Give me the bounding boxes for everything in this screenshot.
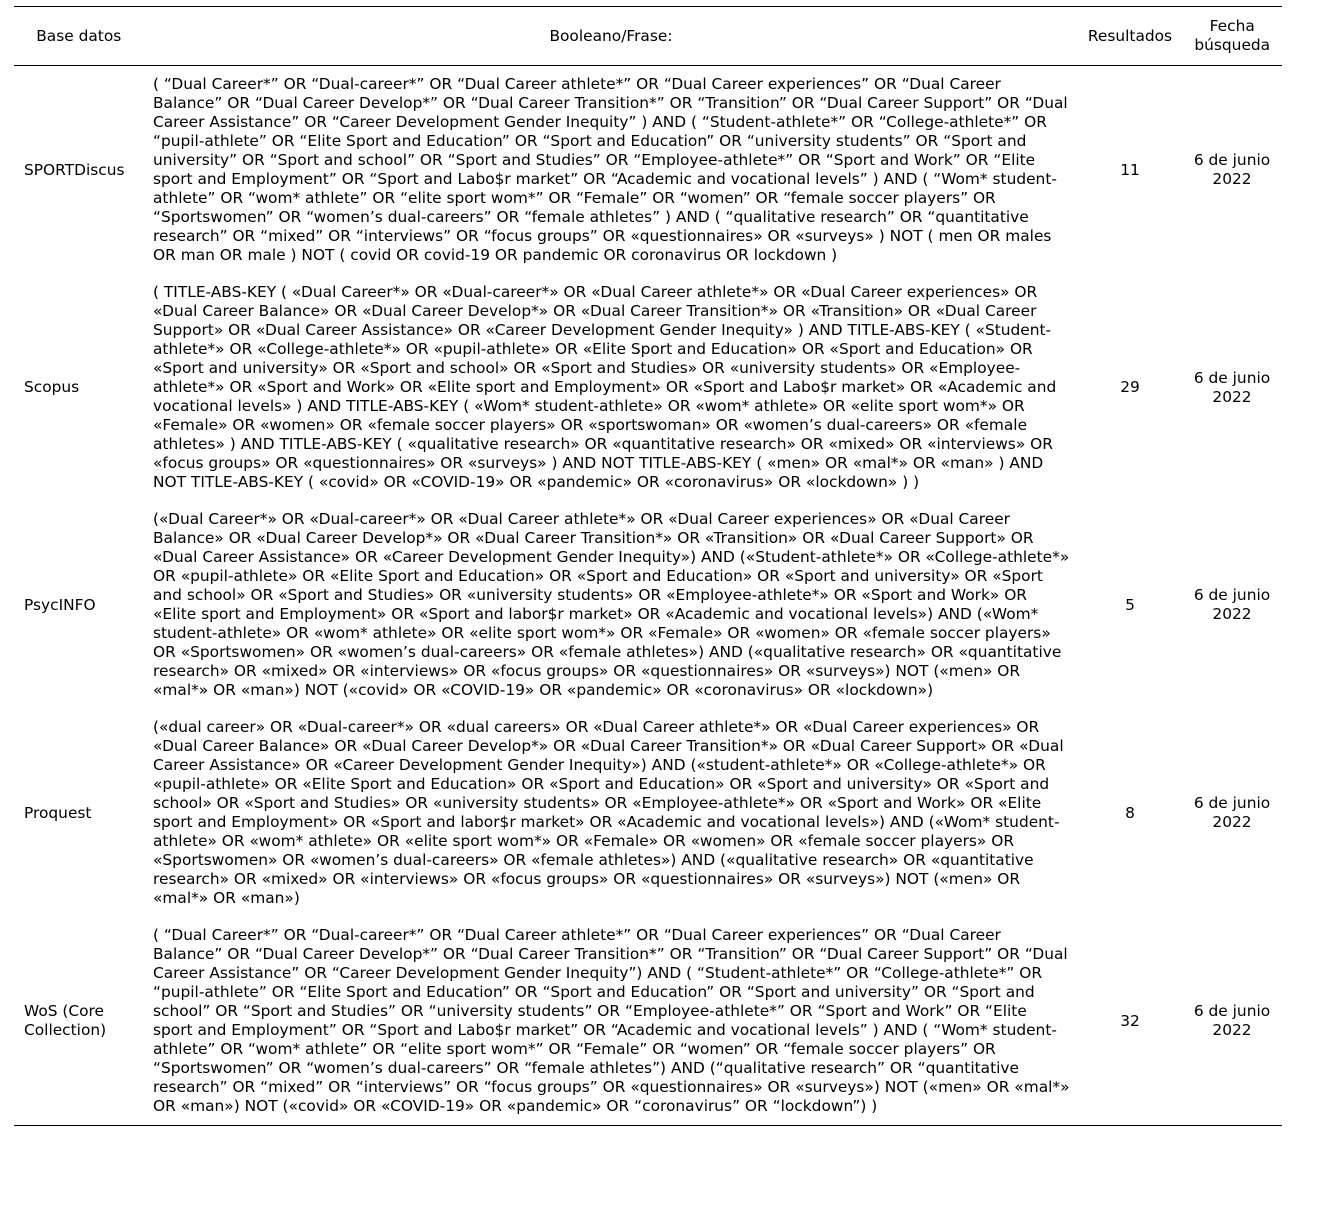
table-body <box>14 66 1282 1126</box>
database-cell: Scopus <box>24 378 80 396</box>
database-cell: WoS (Core Collection) <box>14 917 144 1126</box>
table-row <box>14 66 1282 275</box>
query-cell: ( TITLE-ABS-KEY ( «Dual Career*» OR «Dual-career*» OR «Dual Career athlete*» OR «Dual Career experiences» OR «Dual Career Balance» OR «Dual Career Develop*» OR «Dual Career Transition*» OR «Transition» OR «Dual Career Support» OR «Dual Career Assistance» OR «Career Development Gender Inequity» ) AND TITLE-ABS-KEY ( «Student-athlete*» OR «College-athlete*» OR «pupil-athlete» OR «Elite Sport and Education» OR «Sport and Education» OR «Sport and university» OR «Sport and school» OR «Sport and Studies» OR «university students» OR «Employee-athlete*» OR «Sport and Work» OR «Elite sport and Employment» OR «Sport and Labo$r market» OR «Academic and vocational levels» ) AND TITLE-ABS-KEY ( «Wom* student-athlete» OR «wom* athlete» OR «elite sport wom*» OR «Female» OR «women» OR «female soccer players» OR «sportswoman» OR «women’s dual-careers» OR «female athletes» ) AND TITLE-ABS-KEY ( «qualitative research» OR «quantitative research» OR «mixed» OR «interviews» OR «focus groups» OR «questionnaires» OR «surveys» ) AND NOT TITLE-ABS-KEY ( «men» OR «mal*» OR «man» ) AND NOT TITLE-ABS-KEY ( «covid» OR «COVID-19» OR «pandemic» OR «coronavirus» OR «lockdown» ) ) <box>153 283 1057 491</box>
table-row <box>14 709 1282 917</box>
date-cell: 6 de junio 2022 <box>1193 151 1271 188</box>
database-cell: Proquest <box>24 803 92 822</box>
results-cell: 11 <box>1120 160 1140 179</box>
table-row <box>14 501 1282 709</box>
date-cell: 6 de junio 2022 <box>1193 586 1271 623</box>
query-cell: ( “Dual Career*” OR “Dual-career*” OR “Dual Career athlete*” OR “Dual Career experiences” OR “Dual Career Balance” OR “Dual Career Develop*” OR “Dual Career Transition*” OR “Transition” OR “Dual Career Support” OR “Dual Career Assistance” OR “Career Development Gender Inequity”) AND ( “Student-athlete*” OR “College-athlete*” OR “pupil-athlete” OR “Elite Sport and Education” OR “Sport and Education” OR “Sport and university” OR “Sport and school” OR “Sport and Studies” OR “university students” OR “Employee-athlete*” OR “Sport and Work” OR “Elite sport and Employment” OR “Sport and Labo$r market” OR “Academic and vocational levels” ) AND ( “Wom* student-athlete” OR “wom* athlete” OR “elite sport wom*” OR “Female” OR “women” OR “female soccer players” OR “Sportswomen” OR “women’s dual-careers” OR “female athletes”) AND (“qualitative research” OR “quantitative research” OR “mixed” OR “interviews” OR “focus groups” OR «questionnaires» OR «surveys») NOT («men» OR «mal*» OR «man») NOT («covid» OR «COVID-19» OR «pandemic» OR “coronavirus” OR “lockdown”) ) <box>144 917 1078 1126</box>
results-cell: 32 <box>1078 917 1182 1126</box>
header-results: Resultados <box>1078 7 1182 66</box>
header-date: Fecha búsqueda <box>1182 7 1282 66</box>
header-query: Booleano/Frase: <box>144 7 1078 66</box>
table-header <box>14 7 1282 66</box>
query-cell: ( “Dual Career*” OR “Dual-career*” OR “Dual Career athlete*” OR “Dual Career experiences” OR “Dual Career Balance” OR “Dual Career Develop*” OR “Dual Career Transition*” OR “Transition” OR “Dual Career Support” OR “Dual Career Assistance” OR “Career Development Gender Inequity” ) AND ( “Student-athlete*” OR “College-athlete*” OR “pupil-athlete” OR “Elite Sport and Education” OR “Sport and Education” OR “university students” OR “Sport and university” OR “Sport and school” OR “Sport and Studies” OR “Employee-athlete*” OR “Sport and Work” OR “Elite sport and Employment” OR “Sport and Labo$r market” OR “Academic and vocational levels” ) AND ( “Wom* student-athlete” OR “wom* athlete” OR “elite sport wom*” OR “Female” OR “women” OR “female soccer players” OR “Sportswomen” OR “women’s dual-careers” OR “female athletes” ) AND ( “qualitative research” OR “quantitative research” OR “mixed” OR “interviews” OR “focus groups” OR «questionnaires» OR «surveys» ) NOT ( men OR males OR man OR male ) NOT ( covid OR covid-19 OR pandemic OR coronavirus OR lockdown ) <box>153 75 1068 264</box>
results-cell: 29 <box>1120 378 1140 396</box>
header-row <box>14 7 1282 66</box>
date-cell: 6 de junio 2022 <box>1193 368 1271 406</box>
table-row <box>14 274 1282 501</box>
results-cell: 8 <box>1125 803 1135 822</box>
header-database: Base datos <box>14 7 144 66</box>
search-strategy-table <box>14 6 1282 1126</box>
results-cell: 5 <box>1125 595 1135 614</box>
date-cell: 6 de junio 2022 <box>1193 794 1271 831</box>
query-cell: («dual career» OR «Dual-career*» OR «dual careers» OR «Dual Career athlete*» OR «Dual Career experiences» OR «Dual Career Balance» OR «Dual Career Develop*» OR «Dual Career Transition*» OR «Dual Career Support» OR «Dual Career Assistance» OR «Career Development Gender Inequity») AND («student-athlete*» OR «College-athlete*» OR «pupil-athlete» OR «Elite Sport and Education» OR «Sport and Education» OR «Sport and university» OR «Sport and school» OR «Sport and Studies» OR «university students» OR «Employee-athlete*» OR «Sport and Work» OR «Elite sport and Employment» OR «Sport and labor$r market» OR «Academic and vocational levels») AND («Wom* student-athlete» OR «wom* athlete» OR «elite sport wom*» OR «Female» OR «women» OR «female soccer players» OR «Sportswomen» OR «women’s dual-careers» OR «female athletes») AND («qualitative research» OR «quantitative research» OR «mixed» OR «interviews» OR «focus groups» OR «questionnaires» OR «surveys») NOT («men» OR «mal*» OR «man») <box>153 718 1064 907</box>
database-cell: PsycINFO <box>24 595 96 614</box>
table-row <box>14 917 1282 1126</box>
date-cell: 6 de junio 2022 <box>1182 917 1282 1126</box>
query-cell: («Dual Career*» OR «Dual-career*» OR «Dual Career athlete*» OR «Dual Career experiences» OR «Dual Career Balance» OR «Dual Career Develop*» OR «Dual Career Transition*» OR «Transition» OR «Dual Career Support» OR «Dual Career Assistance» OR «Career Development Gender Inequity») AND («Student-athlete*» OR «College-athlete*» OR «pupil-athlete» OR «Elite Sport and Education» OR «Sport and Education» OR «Sport and university» OR «Sport and school» OR «Sport and Studies» OR «university students» OR «Employee-athlete*» OR «Sport and Work» OR «Elite sport and Employment» OR «Sport and labor$r market» OR «Academic and vocational levels») AND («Wom* student-athlete» OR «wom* athlete» OR «elite sport wom*» OR «Female» OR «women» OR «female soccer players» OR «Sportswomen» OR «women’s dual-careers» OR «female athletes») AND («qualitative research» OR «quantitative research» OR «mixed» OR «interviews» OR «focus groups» OR «questionnaires» OR «surveys») NOT («men» OR «mal*» OR «man») NOT («covid» OR «COVID-19» OR «pandemic» OR «coronavirus» OR «lockdown») <box>153 510 1070 699</box>
database-cell: SPORTDiscus <box>24 160 125 179</box>
